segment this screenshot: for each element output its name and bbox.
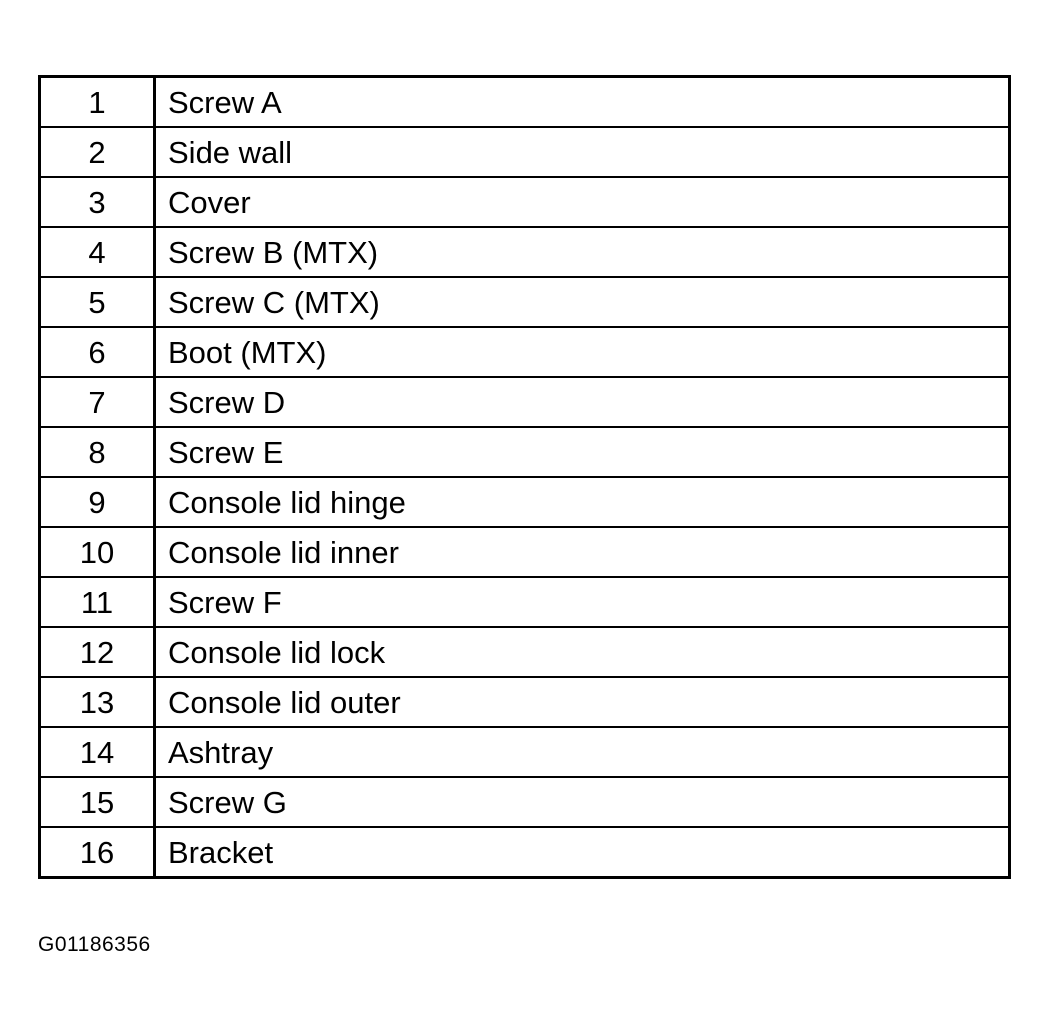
- part-description-cell: Bracket: [155, 827, 1010, 878]
- part-number-cell: 14: [40, 727, 155, 777]
- part-number-cell: 4: [40, 227, 155, 277]
- part-description-cell: Screw D: [155, 377, 1010, 427]
- part-description-cell: Console lid inner: [155, 527, 1010, 577]
- part-description-cell: Screw E: [155, 427, 1010, 477]
- table-row: [40, 127, 1010, 177]
- table-row: [40, 427, 1010, 477]
- part-description-cell: Screw A: [155, 77, 1010, 128]
- table-row: [40, 277, 1010, 327]
- part-description-cell: Boot (MTX): [155, 327, 1010, 377]
- part-description-cell: Screw B (MTX): [155, 227, 1010, 277]
- table-row: [40, 727, 1010, 777]
- table-row: [40, 777, 1010, 827]
- part-description-cell: Screw G: [155, 777, 1010, 827]
- table-row: [40, 527, 1010, 577]
- table-row: [40, 677, 1010, 727]
- part-description-cell: Console lid outer: [155, 677, 1010, 727]
- part-number-cell: 11: [40, 577, 155, 627]
- table-row: [40, 227, 1010, 277]
- part-description-cell: Cover: [155, 177, 1010, 227]
- part-number-cell: 13: [40, 677, 155, 727]
- part-number-cell: 5: [40, 277, 155, 327]
- part-number-cell: 9: [40, 477, 155, 527]
- table-row: [40, 177, 1010, 227]
- table-row: [40, 77, 1010, 128]
- table-row: [40, 827, 1010, 878]
- part-number-cell: 2: [40, 127, 155, 177]
- part-description-cell: Ashtray: [155, 727, 1010, 777]
- part-description-cell: Screw C (MTX): [155, 277, 1010, 327]
- parts-legend-table: [38, 75, 1011, 879]
- table-row: [40, 377, 1010, 427]
- table-row: [40, 477, 1010, 527]
- parts-legend-body: [40, 77, 1010, 878]
- part-number-cell: 1: [40, 77, 155, 128]
- figure-id: G01186356: [38, 933, 151, 956]
- part-number-cell: 15: [40, 777, 155, 827]
- part-number-cell: 16: [40, 827, 155, 878]
- part-number-cell: 6: [40, 327, 155, 377]
- table-row: [40, 627, 1010, 677]
- part-description-cell: Side wall: [155, 127, 1010, 177]
- table-row: [40, 327, 1010, 377]
- part-number-cell: 10: [40, 527, 155, 577]
- part-description-cell: Screw F: [155, 577, 1010, 627]
- part-number-cell: 7: [40, 377, 155, 427]
- part-description-cell: Console lid lock: [155, 627, 1010, 677]
- part-number-cell: 8: [40, 427, 155, 477]
- part-number-cell: 12: [40, 627, 155, 677]
- part-description-cell: Console lid hinge: [155, 477, 1010, 527]
- table-row: [40, 577, 1010, 627]
- part-number-cell: 3: [40, 177, 155, 227]
